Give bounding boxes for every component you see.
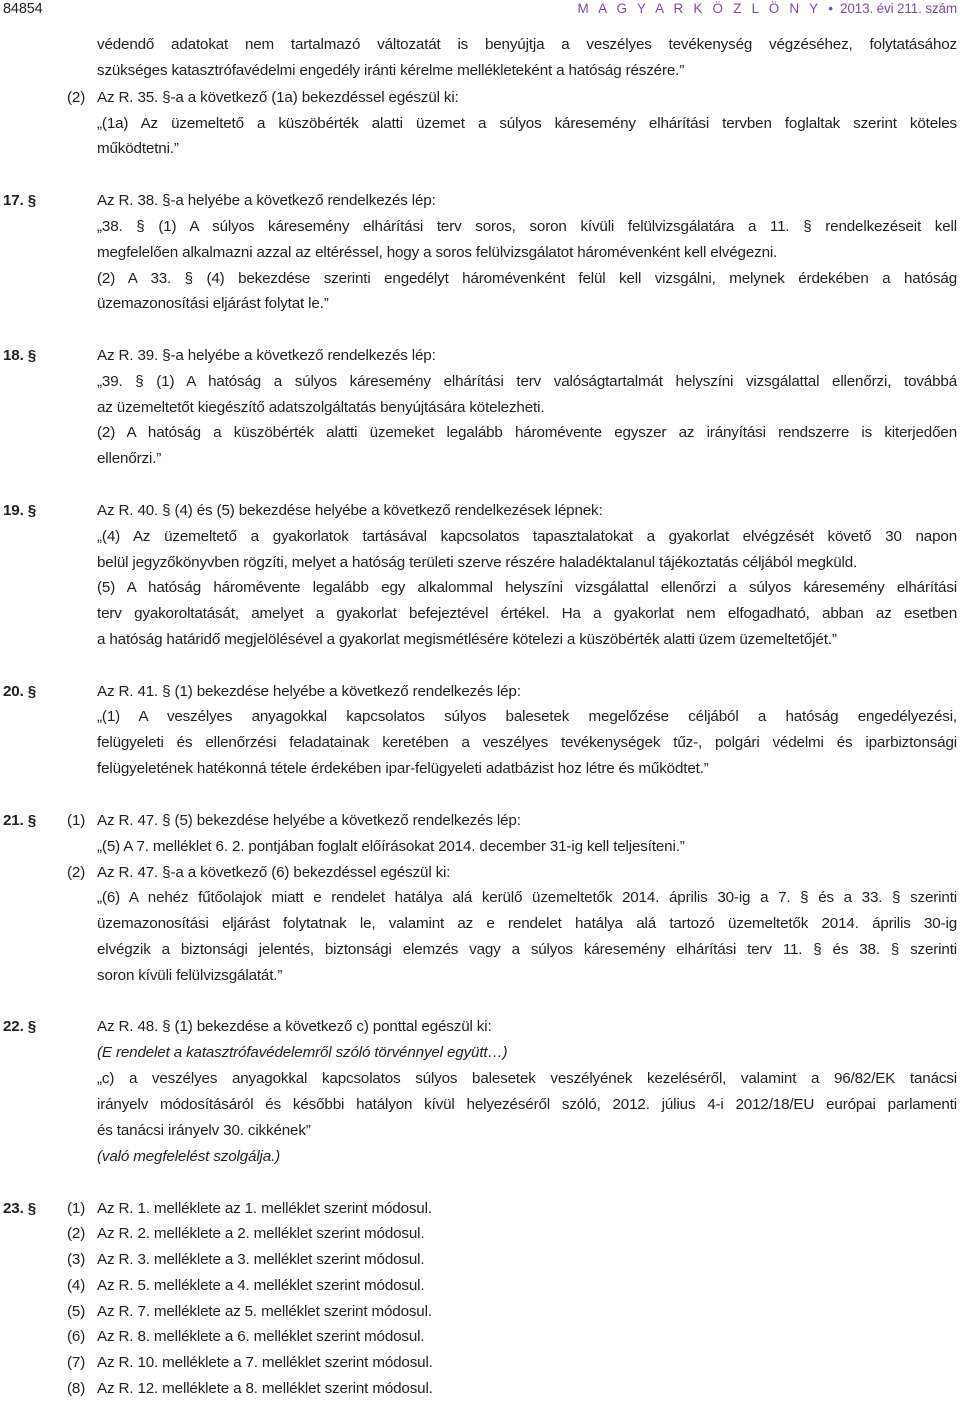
- line-text: „(6) A nehéz fűtőolajok miatt e rendelet hatálya alá kerülő üzemeltetők 2014. április 30-ig a 7. § és a 33. § szerinti: [97, 889, 957, 906]
- line-text: „(1) A veszélyes anyagokkal kapcsolatos súlyos balesetek megelőzése céljából a hatóság engedélyezési,: [97, 708, 957, 725]
- line-text: Az R. 48. § (1) bekezdése a következő c) ponttal egészül ki:: [97, 1018, 492, 1035]
- line-text: (E rendelet a katasztrófavédelemről szóló törvénnyel együtt…): [97, 1044, 508, 1061]
- line-text: Az R. 35. §-a a következő (1a) bekezdéssel egészül ki:: [97, 89, 459, 106]
- line-text: (5) A hatóság háromévente legalább egy alkalommal helyszíni vizsgálattal ellenőrzi a súlyos káresemény elhárítási: [97, 579, 957, 596]
- paragraph-number: (3): [67, 1251, 86, 1268]
- line-text: „(1a) Az üzemeltető a küszöbérték alatti üzemet a súlyos káresemény elhárítási tervben foglaltak szerint köteles: [97, 115, 957, 132]
- paragraph-number: (2): [67, 89, 86, 106]
- line-text: megfelelően alkalmazni azzal az eltéréssel, hogy a soros felülvizsgálatot háromévenként kell elvégezni.: [97, 244, 778, 261]
- line-text: Az R. 38. §-a helyébe a következő rendelkezés lép:: [97, 192, 436, 209]
- paragraph-number: (7): [67, 1354, 86, 1371]
- line-text: Az R. 39. §-a helyébe a következő rendelkezés lép:: [97, 347, 436, 364]
- line-text: „39. § (1) A hatóság a súlyos káresemény elhárítási terv valóságtartalmát helyszíni vizsgálattal ellenőrzi, továbbá: [97, 373, 957, 390]
- line-text: üzemazonosítási eljárást folytat le.”: [97, 295, 329, 312]
- line-text: Az R. 12. melléklete a 8. melléklet szerint módosul.: [97, 1380, 433, 1397]
- line-text: (2) A 33. § (4) bekezdése szerinti engedélyt háromévenként felül kell vizsgálni, melynek érdekében a hatóság: [97, 270, 957, 287]
- page-header: [0, 0, 960, 24]
- line-text: belül jegyzőkönyvben rögzíti, melyet a hatóság területi szerve részére haladéktalanul tájékoztatás céljából megküld.: [97, 554, 858, 571]
- line-text: Az R. 1. melléklete az 1. melléklet szerint módosul.: [97, 1200, 432, 1217]
- paragraph-number: (5): [67, 1303, 86, 1320]
- line-text: Az R. 2. melléklete a 2. melléklet szerint módosul.: [97, 1225, 425, 1242]
- line-text: Az R. 47. § (5) bekezdése helyébe a következő rendelkezés lép:: [97, 812, 521, 829]
- section-number: 19. §: [3, 502, 37, 519]
- section-number: 23. §: [3, 1200, 37, 1217]
- section-number: 20. §: [3, 683, 37, 700]
- line-text: üzemazonosítási eljárást folytatnak le, valamint az e rendelet hatálya alá tartozó üzemeltetők 2014. április 30-ig: [97, 915, 957, 932]
- line-text: felügyeleti és ellenőrzési feladatainak keretében a veszélyes tevékenységek tűz-, polgári védelmi és iparbiztonsági: [97, 734, 957, 751]
- journal-header: [577, 1, 957, 16]
- line-text: működtetni.”: [97, 140, 179, 157]
- paragraph-number: (8): [67, 1380, 86, 1397]
- line-text: Az R. 5. melléklete a 4. melléklet szerint módosul.: [97, 1277, 425, 1294]
- line-text: szükséges katasztrófavédelmi engedély iránti kérelme mellékleteként a hatóság részére.”: [97, 62, 685, 79]
- paragraph-number: (1): [67, 1200, 86, 1217]
- line-text: Az R. 47. §-a a következő (6) bekezdéssel egészül ki:: [97, 864, 451, 881]
- paragraph-number: (6): [67, 1328, 86, 1345]
- paragraph-number: (2): [67, 1225, 86, 1242]
- line-text: Az R. 41. § (1) bekezdése helyébe a következő rendelkezés lép:: [97, 683, 521, 700]
- section-number: 17. §: [3, 192, 37, 209]
- section-number: 22. §: [3, 1018, 37, 1035]
- line-text: (való megfelelést szolgálja.): [97, 1148, 281, 1165]
- section-number: 18. §: [3, 347, 37, 364]
- line-text: a hatóság határidő megjelölésével a gyakorlat megismétlésére kötelezi a küszöbérték alatti üzem üzemeltetőjét.”: [97, 631, 837, 648]
- line-text: soron kívüli felülvizsgálatát.”: [97, 967, 283, 984]
- line-text: az üzemeltetőt kiegészítő adatszolgáltatás benyújtására kötelezheti.: [97, 399, 545, 416]
- header-bullet: •: [828, 1, 834, 16]
- line-text: és tanácsi irányelv 30. cikkének”: [97, 1122, 311, 1139]
- line-text: Az R. 10. melléklete a 7. melléklet szerint módosul.: [97, 1354, 433, 1371]
- paragraph-number: (2): [67, 864, 86, 881]
- line-text: „(4) Az üzemeltető a gyakorlatok tartásával kapcsolatos tapasztalatokat a gyakorlat elvégzését követő 30 napon: [97, 528, 957, 545]
- line-text: „38. § (1) A súlyos káresemény elhárítási terv soros, soron kívüli felülvizsgálatára a 11. § rendelkezéseit kell: [97, 218, 957, 235]
- line-text: terv gyakoroltatását, amelyet a gyakorlat befejeztével értékel. Ha a gyakorlat nem elfogadható, abban az esetben: [97, 605, 957, 622]
- line-text: Az R. 8. melléklete a 6. melléklet szerint módosul.: [97, 1328, 425, 1345]
- line-text: (2) A hatóság a küszöbérték alatti üzemeket legalább háromévente egyszer az irányítási rendszerre is kiterjedően: [97, 424, 957, 441]
- publication-title: M A G Y A R K Ö Z L Ö N Y: [577, 1, 822, 16]
- line-text: „(5) A 7. melléklet 6. 2. pontjában foglalt előírásokat 2014. december 31-ig kell teljesíteni.”: [97, 838, 685, 855]
- line-text: védendő adatokat nem tartalmazó változatát is benyújtja a veszélyes tevékenység végzéséhez, folytatásához: [97, 36, 957, 53]
- paragraph-number: (1): [67, 812, 86, 829]
- paragraph-number: (4): [67, 1277, 86, 1294]
- line-text: felügyeletének hatékonná tétele érdekében ipar-felügyeleti adatbázist hoz létre és működtet.”: [97, 760, 709, 777]
- line-text: Az R. 3. melléklete a 3. melléklet szerint módosul.: [97, 1251, 425, 1268]
- page-number: 84854: [3, 1, 43, 17]
- line-text: elvégzik a biztonsági jelentés, biztonsági elemzés vagy a súlyos káresemény elhárítási terv 11. § és 38. § szerinti: [97, 941, 957, 958]
- line-text: ellenőrzi.”: [97, 450, 162, 467]
- line-text: „c) a veszélyes anyagokkal kapcsolatos súlyos balesetek veszélyének kezeléséről, valamint a 96/82/EK tanácsi: [97, 1070, 957, 1087]
- issue-label: 2013. évi 211. szám: [840, 1, 957, 16]
- line-text: Az R. 40. § (4) és (5) bekezdése helyébe a következő rendelkezések lépnek:: [97, 502, 603, 519]
- section-number: 21. §: [3, 812, 37, 829]
- line-text: irányelv módosításáról és későbbi hatályon kívül helyezéséről szóló, 2012. július 4-i 2012/18/EU európai parlamenti: [97, 1096, 957, 1113]
- line-text: Az R. 7. melléklete az 5. melléklet szerint módosul.: [97, 1303, 432, 1320]
